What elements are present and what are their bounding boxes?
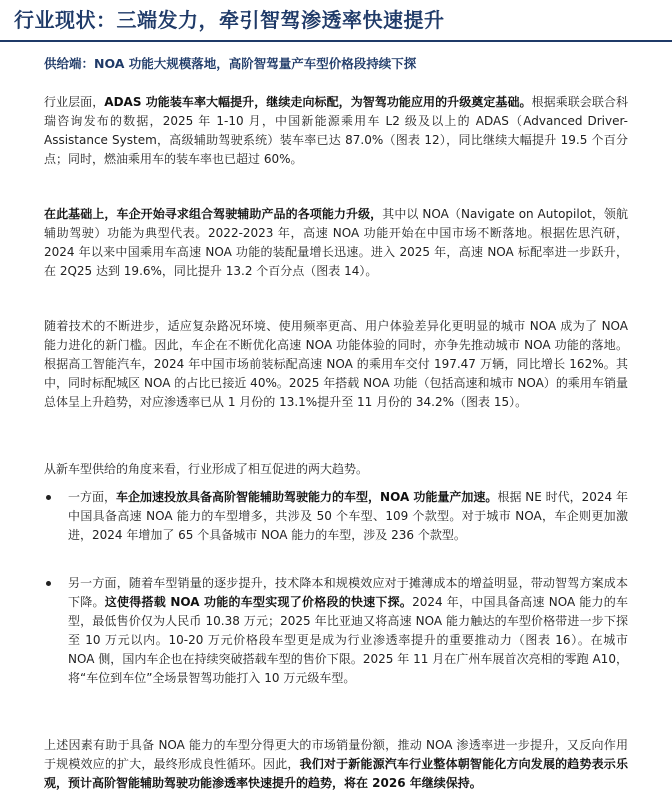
paragraph-highlight: 在此基础上，车企开始寻求组合驾驶辅助产品的各项能力升级，: [44, 207, 383, 221]
page-title: 行业现状：三端发力，牵引智驾渗透率快速提升: [14, 8, 445, 32]
section-subtitle: 供给端：NOA 功能大规模落地，高阶智驾量产车型价格段持续下探: [44, 56, 417, 71]
paragraph-conclusion: [44, 736, 628, 793]
paragraph-trends: [44, 460, 628, 479]
paragraph-lead: 行业层面，: [44, 95, 105, 109]
paragraph-body: 其中以 NOA（Navigate on Autopilot，领航辅助驾驶）功能为典型代表。2022-2023 年，高速 NOA 功能开始在中国市场不断落地。根据佐思汽研，2024 年以来中国乘用车高速 NOA 功能的装配量增长迅速。进入 2025 年，高速 NOA 标配率进一步跃升，在 2Q25 达到 19.6%，同比提升 13.2 个百分点（图表 14）。: [44, 207, 628, 278]
bullet-highlight: 车企加速投放具备高阶智能辅助驾驶能力的车型，NOA 功能量产加速。: [116, 490, 498, 504]
bullet-body: 2024 年，中国具备高速 NOA 能力的车型，最低售价仅为人民币 10.38 万元；2025 年比亚迪又将高速 NOA 能力触达的车型价格带进一步下探至 10 万元以内。10-20 万元价格段车型更是成为行业渗透率提升的重要推动力（图表 16）。在城市 NOA 侧，国内车企也在持续突破搭载车型的售价下限。2025 年 11 月在广州车展首次亮相的零跑 A10，将“车位到车位”全场景智驾功能打入 10 万元级车型。: [68, 595, 628, 685]
paragraph-adas: [44, 93, 628, 169]
paragraph-highlight: 我们对于新能源汽车行业整体朝智能化方向发展的趋势表示乐观，预计高阶智能辅助驾驶功能渗透率快速提升的趋势，将在 2026 年继续保持。: [44, 757, 628, 790]
bullet-text: [68, 574, 628, 688]
paragraph-highlight: ADAS 功能装车率大幅提升，继续走向标配，为智驾功能应用的升级奠定基础。: [104, 95, 532, 109]
paragraph-lead: 上述因素有助于具备 NOA 能力的车型分得更大的市场销量份额，推动 NOA 渗透率进一步提升，又反向作用于规模效应的扩大，最终形成良性循环。因此，: [44, 738, 628, 771]
bullet-item: [44, 574, 628, 688]
paragraph-body: 根据乘联会联合科瑞咨询发布的数据，2025 年 1-10 月，中国新能源乘用车 L2 级及以上的 ADAS（Advanced Driver-Assistance System，高级辅助驾驶系统）装车率已达 87.0%（图表 12），同比继续大幅提升 19.5 个百分点；同时，燃油乘用车的装车率也已超过 60%。: [44, 95, 628, 166]
bullet-text: [68, 488, 628, 545]
bullet-body: 根据 NE 时代，2024 年中国具备高速 NOA 能力的车型增多，共涉及 50 个车型、109 个款型。对于城市 NOA，车企则更加激进，2024 年增加了 65 个具备城市 NOA 能力的车型，涉及 236 个款型。: [68, 490, 629, 542]
bullet-lead: 一方面，: [68, 490, 117, 504]
bullet-dot-icon: [46, 495, 51, 500]
bullet-lead: 另一方面，随着车型销量的逐步提升，技术降本和规模效应对于摊薄成本的增益明显，带动智驾方案成本下降。: [68, 576, 628, 609]
paragraph-noa: [44, 205, 628, 281]
bullet-dot-icon: [46, 581, 51, 586]
bullet-item: [44, 488, 628, 545]
bullet-highlight: 这使得搭载 NOA 功能的车型实现了价格段的快速下探。: [104, 595, 413, 609]
paragraph-body: 从新车型供给的角度来看，行业形成了相互促进的两大趋势。: [44, 462, 369, 476]
paragraph-body: 随着技术的不断进步，适应复杂路况环境、使用频率更高、用户体验差异化更明显的城市 NOA 成为了 NOA 能力进化的新门槛。因此，车企在不断优化高速 NOA 功能体验的同时，亦争先推动城市 NOA 功能的落地。根据高工智能汽车，2024 年中国市场前装标配高速 NOA 的乘用车交付 197.47 万辆，同比增长 162%。其中，同时标配城区 NOA 的占比已接近 40%。2025 年搭载 NOA 功能（包括高速和城市 NOA）的乘用车销量总体呈上升趋势，对应渗透率已从 1 月份的 13.1%提升至 11 月份的 34.2%（图表 15）。: [44, 319, 628, 409]
title-divider: [0, 40, 672, 42]
paragraph-city-noa: [44, 317, 628, 412]
